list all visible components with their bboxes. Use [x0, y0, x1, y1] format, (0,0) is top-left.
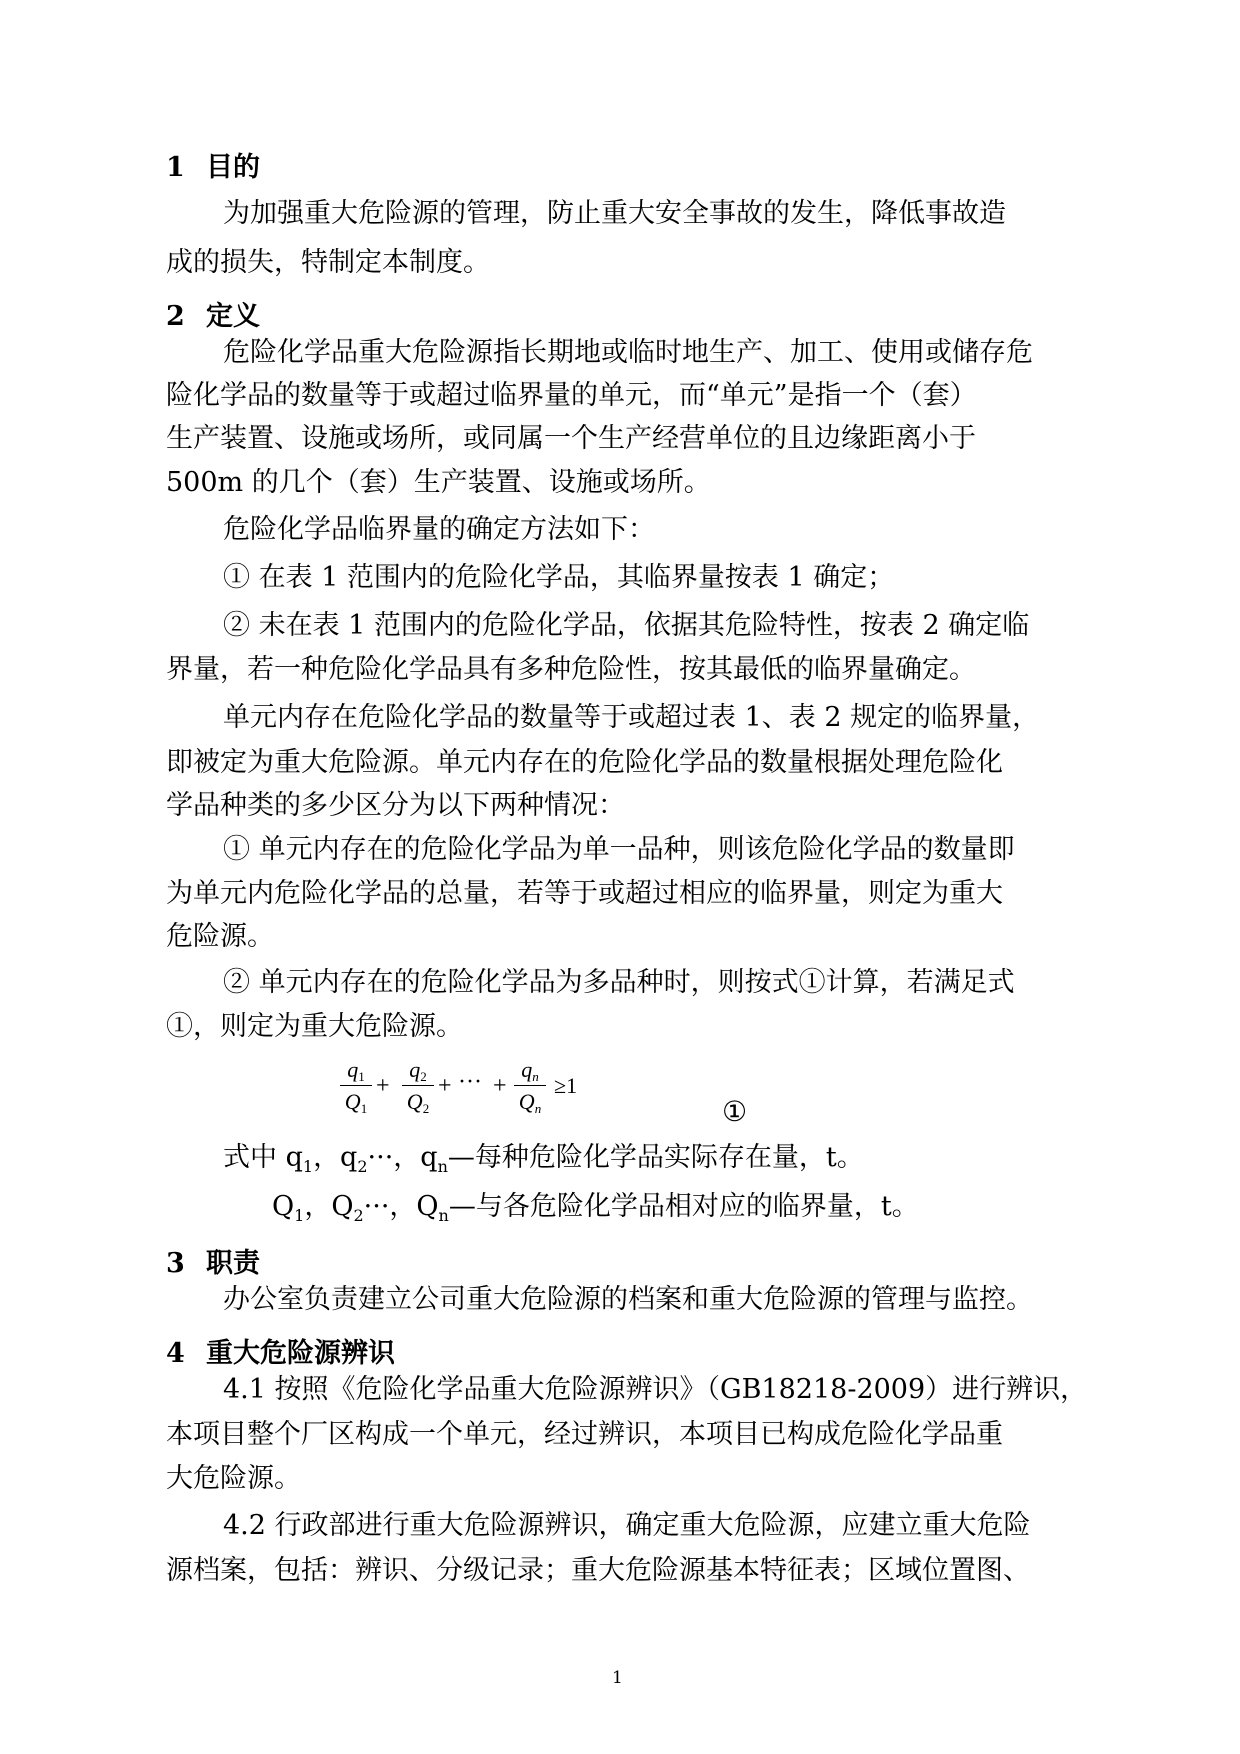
formula-term-1: q1 Q1 [338, 1055, 374, 1118]
paragraph-line: 大危险源。 [166, 1463, 301, 1494]
formula-ellipsis: ··· [458, 1069, 482, 1095]
formula-relation: ≥1 [554, 1073, 578, 1098]
paragraph-line: 单元内存在危险化学品的数量等于或超过表 1、表 2 规定的临界量， [223, 702, 1040, 733]
section-number: 1 [166, 152, 185, 183]
formula-plus: + [376, 1073, 390, 1099]
paragraph-line: 界量，若一种危险化学品具有多种危险性，按其最低的临界量确定。 [166, 654, 976, 685]
section-title: 职责 [206, 1248, 260, 1279]
paragraph-line: 500m 的几个（套）生产装置、设施或场所。 [166, 467, 711, 498]
formula-term-n: qn Qn [512, 1055, 548, 1118]
equation-number: ① [722, 1095, 748, 1128]
paragraph-line: 生产装置、设施或场所，或同属一个生产经营单位的且边缘距离小于 [166, 423, 976, 454]
paragraph-line: 4.1 按照《危险化学品重大危险源辨识》（GB18218-2009）进行辨识， [223, 1374, 1088, 1405]
paragraph-line: 成的损失，特制定本制度。 [166, 247, 490, 278]
paragraph-line: ① 单元内存在的危险化学品为单一品种，则该危险化学品的数量即 [223, 834, 1015, 865]
paragraph-line: 为单元内危险化学品的总量，若等于或超过相应的临界量，则定为重大 [166, 878, 1003, 909]
section-heading-identification [166, 1336, 395, 1372]
section-title: 重大危险源辨识 [206, 1338, 395, 1369]
paragraph-line: ② 单元内存在的危险化学品为多品种时，则按式①计算，若满足式 [223, 967, 1015, 998]
section-number: 3 [166, 1248, 185, 1279]
section-heading-responsibility [166, 1246, 260, 1282]
paragraph-line: ② 未在表 1 范围内的危险化学品，依据其危险特性，按表 2 确定临 [223, 610, 1030, 641]
paragraph-line: ① 在表 1 范围内的危险化学品，其临界量按表 1 确定； [223, 562, 895, 593]
paragraph-line: 源档案，包括：辨识、分级记录；重大危险源基本特征表；区域位置图、 [166, 1555, 1030, 1586]
paragraph-line: 危险化学品重大危险源指长期地或临时地生产、加工、使用或储存危 [223, 337, 1033, 368]
formula-legend-line: $Q_1$，$Q_2\cdot\cdot\cdot$，$Q_n—$与各危险化学品相对应的临界量，t。 [272, 1191, 919, 1225]
paragraph-line: 办公室负责建立公司重大危险源的档案和重大危险源的管理与监控。 [223, 1284, 1033, 1315]
page-number: 1 [612, 1668, 623, 1688]
paragraph-line: 4.2 行政部进行重大危险源辨识，确定重大危险源，应建立重大危险 [223, 1510, 1031, 1541]
section-heading-purpose [166, 150, 260, 186]
paragraph-line: 危险源。 [166, 921, 274, 952]
section-title: 目的 [206, 152, 260, 183]
paragraph-line: 危险化学品临界量的确定方法如下： [223, 514, 655, 545]
paragraph-line: 险化学品的数量等于或超过临界量的单元，而“单元”是指一个（套） [166, 380, 977, 411]
hazard-sum-formula [338, 1055, 598, 1125]
section-title: 定义 [206, 301, 260, 332]
paragraph-line: ①，则定为重大危险源。 [166, 1011, 463, 1042]
paragraph-line: 学品种类的多少区分为以下两种情况： [166, 790, 625, 821]
paragraph-line: 即被定为重大危险源。单元内存在的危险化学品的数量根据处理危险化 [166, 747, 1003, 778]
formula-term-2: q2 Q2 [400, 1055, 436, 1118]
formula-plus: + [493, 1073, 507, 1099]
section-number: 2 [166, 301, 185, 332]
section-number: 4 [166, 1338, 185, 1369]
paragraph-line: 本项目整个厂区构成一个单元，经过辨识，本项目已构成危险化学品重 [166, 1419, 1003, 1450]
formula-legend-line: 式中 $q_1$，$q_2\cdot\cdot\cdot$，$q_n—$每种危险化学品实际存在量，t。 [223, 1142, 864, 1176]
section-heading-definition [166, 299, 260, 335]
formula-plus: + [438, 1073, 452, 1099]
paragraph-line: 为加强重大危险源的管理，防止重大安全事故的发生，降低事故造 [223, 198, 1006, 229]
